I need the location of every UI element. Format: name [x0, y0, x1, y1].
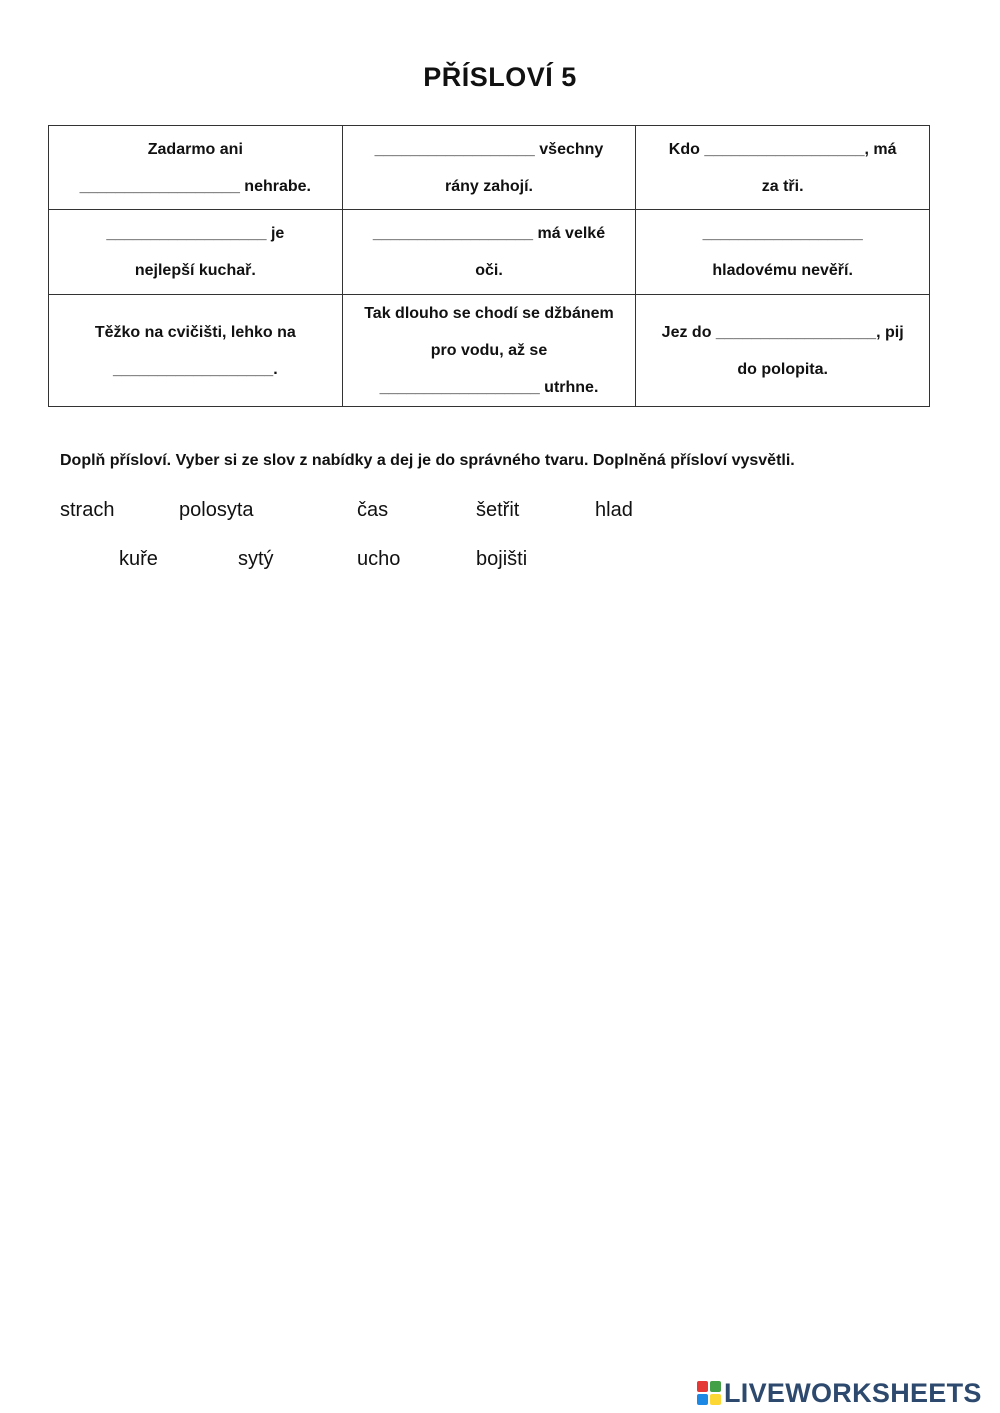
table-row	[49, 126, 930, 210]
word-bank-item: čas	[357, 499, 389, 521]
cell-line: Zadarmo ani	[147, 140, 243, 158]
worksheet-title: PŘÍSLOVÍ 5	[423, 62, 577, 92]
cell-line: pro vodu, až se	[430, 342, 548, 359]
cell-line: Kdo __________________, má	[668, 140, 897, 158]
instruction-text: Doplň přísloví. Vyber si ze slov z nabídky a dej je do správného tvaru. Doplněná přísloví vysvětli.	[60, 452, 795, 469]
cell-line: __________________ utrhne.	[379, 379, 599, 396]
liveworksheets-logo	[697, 1378, 982, 1408]
cell-line: oči.	[475, 262, 503, 279]
word-bank-item: bojišti	[476, 548, 528, 570]
table-row	[49, 295, 930, 407]
cell-line: do polopita.	[737, 360, 828, 378]
cell-line: __________________ nehrabe.	[79, 177, 311, 195]
proverb-cell	[636, 210, 930, 295]
word-bank-item: kuře	[119, 548, 158, 570]
cell-line: za tři.	[761, 177, 804, 195]
logo-text: LIVEWORKSHEETS	[724, 1377, 982, 1408]
table-row	[49, 210, 930, 295]
word-bank-item: sytý	[238, 548, 274, 570]
word-bank-item: polosyta	[179, 499, 254, 521]
cell-line: nejlepší kuchař.	[134, 262, 256, 279]
proverb-cell	[342, 126, 636, 210]
proverb-cell	[49, 210, 343, 295]
cell-line: __________________	[702, 225, 863, 242]
proverb-cell	[636, 126, 930, 210]
cell-line: rány zahojí.	[444, 177, 533, 195]
proverb-cell	[636, 295, 930, 407]
proverb-cell	[49, 295, 343, 407]
proverb-cell	[342, 210, 636, 295]
proverb-cell	[49, 126, 343, 210]
word-bank-item: ucho	[357, 548, 401, 570]
cell-line: __________________ má velké	[372, 225, 606, 242]
cell-line: __________________ všechny	[374, 140, 604, 158]
proverb-cell	[342, 295, 636, 407]
cell-line: hladovému nevěří.	[712, 262, 853, 279]
logo-mark-icon	[697, 1381, 721, 1405]
cell-line: Tak dlouho se chodí se džbánem	[364, 305, 614, 322]
proverb-table	[48, 125, 930, 407]
word-bank-item: hlad	[595, 499, 633, 521]
word-bank-item: strach	[60, 499, 115, 521]
cell-line: Těžko na cvičišti, lehko na	[94, 323, 296, 341]
cell-line: __________________ je	[106, 225, 285, 242]
word-bank-item: šetřit	[476, 499, 520, 521]
cell-line: Jez do __________________, pij	[661, 323, 904, 341]
cell-line: __________________.	[113, 360, 278, 378]
